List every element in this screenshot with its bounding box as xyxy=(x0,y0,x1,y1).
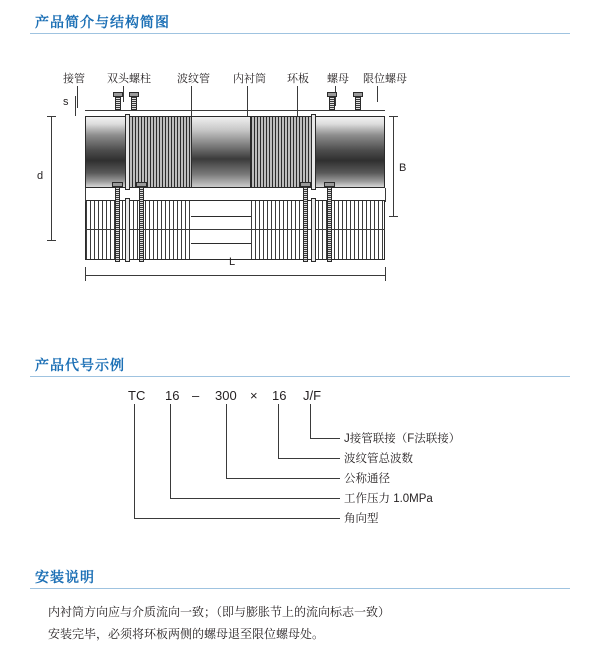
stud-left xyxy=(115,96,121,110)
code-lead-0 xyxy=(310,404,311,438)
install-note-line-2: 安装完毕，必须将环板两侧的螺母退至限位螺母处。 xyxy=(48,627,325,641)
code-description-1: 波纹管总波数 xyxy=(344,453,413,465)
callout-label-3: 内衬筒 xyxy=(233,73,266,85)
dim-d-line xyxy=(51,116,52,240)
dim-L-label: L xyxy=(229,256,236,268)
leader-line-1 xyxy=(123,86,124,102)
pipe-left xyxy=(85,116,129,188)
code-token-3: 300 xyxy=(215,388,237,403)
code-token-1: 16 xyxy=(165,388,180,403)
code-hline-4 xyxy=(134,518,340,519)
code-lead-3 xyxy=(170,404,171,498)
code-description-2: 公称通径 xyxy=(344,473,390,485)
dim-s-label: s xyxy=(63,96,69,108)
section-liner xyxy=(191,216,251,244)
code-token-6: J/F xyxy=(303,388,322,403)
callout-label-1: 双头螺柱 xyxy=(107,73,151,85)
dim-L-tick-right xyxy=(385,267,386,281)
stud-left-2 xyxy=(131,96,137,110)
section-stud-left-2 xyxy=(139,186,144,262)
extension-line-right xyxy=(385,188,386,202)
section-nut-left-2 xyxy=(136,182,147,187)
section-ring-plate-right xyxy=(311,198,316,262)
section-title-code: 产品代号示例 xyxy=(35,357,125,373)
section-stud-left xyxy=(115,186,120,262)
code-lead-1 xyxy=(278,404,279,458)
stud-right xyxy=(329,96,335,110)
leader-line-6 xyxy=(377,86,378,102)
dim-d-tick-top xyxy=(47,116,56,117)
section-divider-code xyxy=(30,376,570,377)
dim-B-tick-bottom xyxy=(389,216,398,217)
code-token-4: × xyxy=(250,388,258,403)
section-nut-left xyxy=(112,182,123,187)
dim-d-tick-bottom xyxy=(47,240,56,241)
bellows-right xyxy=(251,116,313,188)
install-note-line-1: 内衬筒方向应与介质流向一致；（即与膨胀节上的流向标志一致） xyxy=(48,605,391,619)
nut-left xyxy=(113,92,123,97)
code-hline-2 xyxy=(226,478,340,479)
code-lead-2 xyxy=(226,404,227,478)
code-description-3: 工作压力 1.0MPa xyxy=(344,493,433,505)
liner-tube xyxy=(191,116,251,188)
section-stud-right-2 xyxy=(327,186,332,262)
code-lead-4 xyxy=(134,404,135,518)
code-token-2: – xyxy=(192,388,200,403)
structure-diagram xyxy=(37,70,495,285)
code-description-4: 角向型 xyxy=(344,513,379,525)
bellows-left xyxy=(129,116,191,188)
section-divider-install xyxy=(30,588,570,589)
code-hline-3 xyxy=(170,498,340,499)
callout-label-5: 螺母 xyxy=(327,73,349,85)
code-description-0: J接管联接（F法联接） xyxy=(344,433,461,445)
extension-line-left xyxy=(85,188,86,202)
nut-right xyxy=(327,92,337,97)
section-pipe-left-hatch xyxy=(86,201,128,259)
pipe-right xyxy=(313,116,385,188)
dim-d-label: d xyxy=(37,170,44,182)
callout-label-6: 限位螺母 xyxy=(363,73,407,85)
section-divider-structure xyxy=(30,33,570,34)
section-nut-right-2 xyxy=(324,182,335,187)
section-title-install: 安装说明 xyxy=(35,569,95,585)
ring-plate-right xyxy=(311,114,316,190)
section-pipe-right-hatch xyxy=(314,201,384,259)
dim-L-line xyxy=(85,275,385,276)
callout-label-4: 环板 xyxy=(287,73,309,85)
section-stud-right xyxy=(303,186,308,262)
dim-L-tick-left xyxy=(85,267,86,281)
dim-B-tick-top xyxy=(389,116,398,117)
dim-B-line xyxy=(393,116,394,216)
callout-label-2: 波纹管 xyxy=(177,73,210,85)
limit-nut-stud xyxy=(355,96,361,110)
code-hline-0 xyxy=(310,438,340,439)
product-code-diagram xyxy=(120,382,520,537)
nut-left-2 xyxy=(129,92,139,97)
dim-s-line xyxy=(75,96,76,116)
limit-nut xyxy=(353,92,363,97)
ring-plate-left xyxy=(125,114,130,190)
callout-label-0: 接管 xyxy=(63,73,85,85)
dim-B-label: B xyxy=(399,162,407,174)
code-hline-1 xyxy=(278,458,340,459)
section-nut-right xyxy=(300,182,311,187)
section-title-structure: 产品简介与结构简图 xyxy=(35,14,170,30)
section-ring-plate-left xyxy=(125,198,130,262)
code-token-5: 16 xyxy=(272,388,287,403)
leader-line-0 xyxy=(77,86,78,108)
section-centerline xyxy=(85,229,385,230)
leader-line-4 xyxy=(297,86,298,116)
top-edge-line xyxy=(85,110,385,111)
code-token-0: TC xyxy=(128,388,146,403)
